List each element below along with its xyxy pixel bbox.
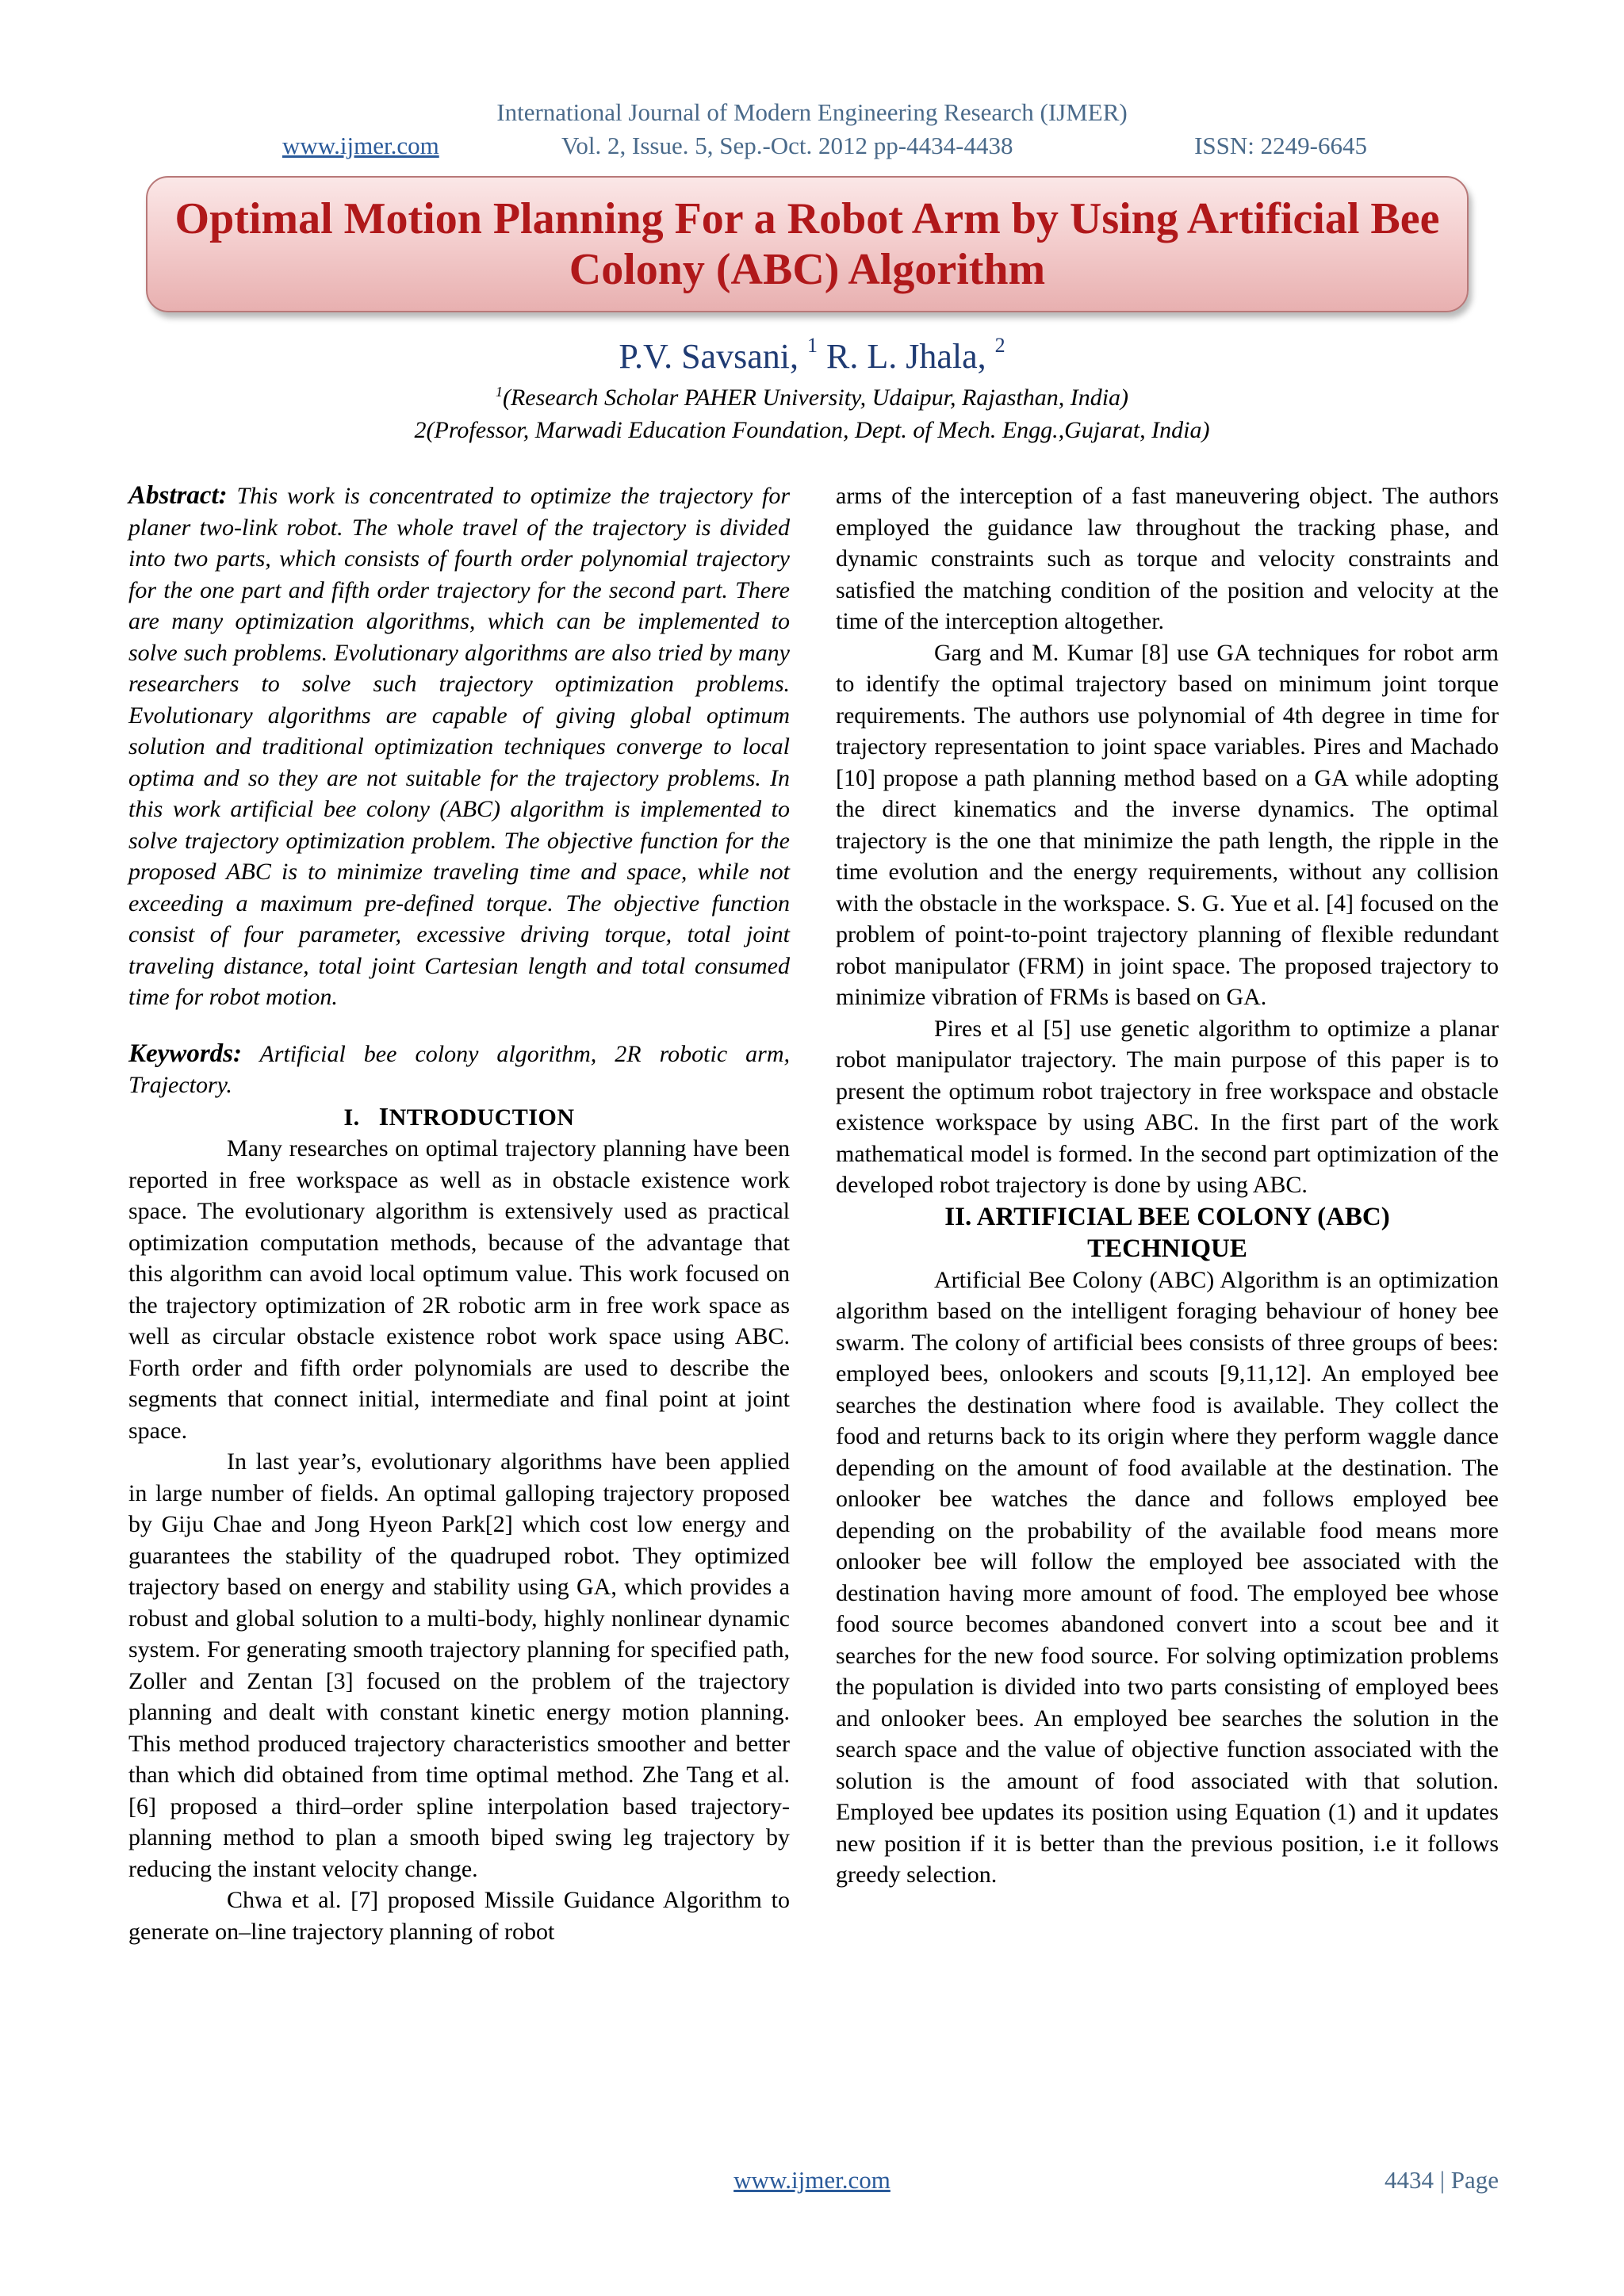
section-1-title-initial: I bbox=[378, 1101, 389, 1131]
abc-paragraph-1: Artificial Bee Colony (ABC) Algorithm is an optimization algorithm based on the intelligent foraging behaviour of honey bee swarm. The colony of artificial bees consists of three groups of bees: employed bees, onlookers and scouts [9,11,12]. An employed bee searches the destination where food is available. They collect the food and returns back to its origin where they perform waggle dance depending on the amount of food available at the destination. The onlooker bee watches the dance and follows employed bee depending on the probability of the available food means more onlooker bee will follow the employed bee associated with the destination having more amount of food. The employed bee whose food source becomes abandoned convert into a scout bee and it searches for the new food source. For solving optimization problems the population is divided into two parts consisting of employed bees and onlooker bees. An employed bee searches the solution in the search space and the value of objective function associated with the solution is the amount of food associated with that solution. Employed bee updates its position using Equation (1) and it updates new position if it is better than the previous position, i.e it follows greedy selection. bbox=[836, 1266, 1499, 1888]
author-2: R. L. Jhala, bbox=[825, 337, 986, 376]
left-column bbox=[128, 480, 790, 1947]
section-2-heading-line-1: II. ARTIFICIAL BEE COLONY (ABC) bbox=[944, 1202, 1390, 1231]
abstract-text: This work is concentrated to optimize the trajectory for planer two-link robot. The whole travel of the trajectory is divided into two parts, which consists of fourth order polynomial trajectory for the one part and fifth order trajectory for the second part. There are many optimization algorithms, which can be implemented to solve such problems. Evolutionary algorithms are also tried by many researchers to solve such trajectory optimization problems. Evolutionary algorithms are capable of giving global optimum solution and traditional optimization techniques converge to local optima and so they are not suitable for the trajectory problems. In this work artificial bee colony (ABC) algorithm is implemented to solve trajectory optimization problem. The objective function for the proposed ABC is to minimize traveling time and space, while not exceeding a maximum pre-defined torque. The objective function consist of four parameter, excessive driving torque, total joint traveling distance, total joint Cartesian length and total consumed time for robot motion. bbox=[128, 483, 790, 1010]
intro-paragraph-4: Garg and M. Kumar [8] use GA techniques for robot arm to identify the optimal trajectory based on minimum joint torque requirements. The authors use polynomial of 4th degree in time for trajectory representation to joint space variables. Pires and Machado [10] propose a path planning method based on a GA while adopting the direct kinematics and the inverse dynamics. The optimal trajectory is the one that minimize the path length, the ripple in the time evolution and the energy requirements, without any collision with the obstacle in the workspace. S. G. Yue et al. [4] focused on the problem of point-to-point trajectory planning of flexible redundant robot manipulator (FRM) in joint space. The proposed trajectory to minimize vibration of FRMs is based on GA. bbox=[836, 639, 1499, 1010]
section-2-heading-line-2: TECHNIQUE bbox=[1087, 1234, 1247, 1263]
section-1-heading bbox=[128, 1101, 790, 1134]
keywords bbox=[128, 1039, 790, 1101]
author-1-mark: 1 bbox=[806, 334, 818, 358]
intro-paragraph-5: Pires et al [5] use genetic algorithm to optimize a planar robot manipulator trajectory. The main purpose of this paper is to present the optimum robot trajectory in free workspace and obstacle existence workspace by using ABC. In the first part of the work mathematical model is formed. In the second part optimization of the developed robot trajectory is done by using ABC. bbox=[836, 1015, 1499, 1198]
footer-url-link[interactable]: www.ijmer.com bbox=[733, 2166, 891, 2194]
issn: ISSN: 2249-6645 bbox=[1194, 132, 1367, 159]
author-line bbox=[0, 336, 1624, 377]
title-banner bbox=[146, 176, 1469, 312]
affiliation-1 bbox=[0, 384, 1624, 411]
author-1: P.V. Savsani, bbox=[619, 337, 799, 376]
author-2-mark: 2 bbox=[994, 334, 1005, 358]
intro-paragraph-1: Many researches on optimal trajectory planning have been reported in free workspace as well as in obstacle existence work space. The evolutionary algorithm is extensively used as practical optimization computation methods, because of the advantage that this algorithm can avoid local optimum value. This work focused on the trajectory optimization of 2R robotic arm in free work space as well as circular obstacle existence robot work space using ABC. Forth order and fifth order polynomials are used to describe the segments that connect initial, intermediate and final point at joint space. bbox=[128, 1135, 790, 1444]
intro-paragraph-3-continued: arms of the interception of a fast maneuvering object. The authors employed the guidance law throughout the tracking phase, and dynamic constraints such as torque and velocity constraints and satisfied the matching condition of the position and velocity at the time of the interception altogether. bbox=[836, 483, 1499, 634]
affiliation-2: 2(Professor, Marwadi Education Foundation, Dept. of Mech. Engg.,Gujarat, India) bbox=[414, 417, 1210, 443]
section-1-title-rest: NTRODUCTION bbox=[389, 1104, 575, 1131]
section-1-number: I. bbox=[343, 1104, 360, 1131]
intro-paragraph-2: In last year’s, evolutionary algorithms have been applied in large number of fields. An optimal galloping trajectory proposed by Giju Chae and Jong Hyeon Park[2] which cost low energy and guarantees the stability of the quadruped robot. They optimized trajectory based on energy and stability using GA, which provides a robust and global solution to a multi-body, highly nonlinear dynamic system. For generating smooth trajectory planning for specified path, Zoller and Zentan [3] focused on the problem of the trajectory planning and dealt with constant kinetic energy motion planning. This method produced trajectory characteristics smoother and better than which did obtained from time optimal method. Zhe Tang et al. [6] proposed a third–order spline interpolation based trajectory-planning method to plan a smooth biped swing leg trajectory by reducing the instant velocity change. bbox=[128, 1448, 790, 1882]
abstract bbox=[128, 480, 790, 1013]
section-2-heading bbox=[836, 1201, 1499, 1265]
affiliation-1-mark: 1 bbox=[495, 384, 503, 400]
journal-url-link[interactable]: www.ijmer.com bbox=[282, 132, 439, 159]
journal-name: International Journal of Modern Engineering Research (IJMER) bbox=[496, 98, 1128, 126]
volume-info: Vol. 2, Issue. 5, Sep.-Oct. 2012 pp-4434-4438 bbox=[561, 132, 1013, 159]
right-column bbox=[836, 480, 1499, 1891]
page-number: 4434 | Page bbox=[1385, 2166, 1499, 2194]
paper-title: Optimal Motion Planning For a Robot Arm by Using Artificial Bee Colony (ABC) Algorithm bbox=[174, 194, 1440, 294]
intro-paragraph-3: Chwa et al. [7] proposed Missile Guidance Algorithm to generate on–line trajectory planning of robot bbox=[128, 1887, 790, 1945]
keywords-text: Artificial bee colony algorithm, 2R robotic arm, Trajectory. bbox=[128, 1040, 790, 1098]
keywords-label: Keywords: bbox=[128, 1039, 242, 1068]
journal-info-line bbox=[282, 132, 1367, 163]
affiliation-1-text: (Research Scholar PAHER University, Udaipur, Rajasthan, India) bbox=[502, 385, 1129, 411]
abstract-label: Abstract: bbox=[128, 481, 228, 510]
